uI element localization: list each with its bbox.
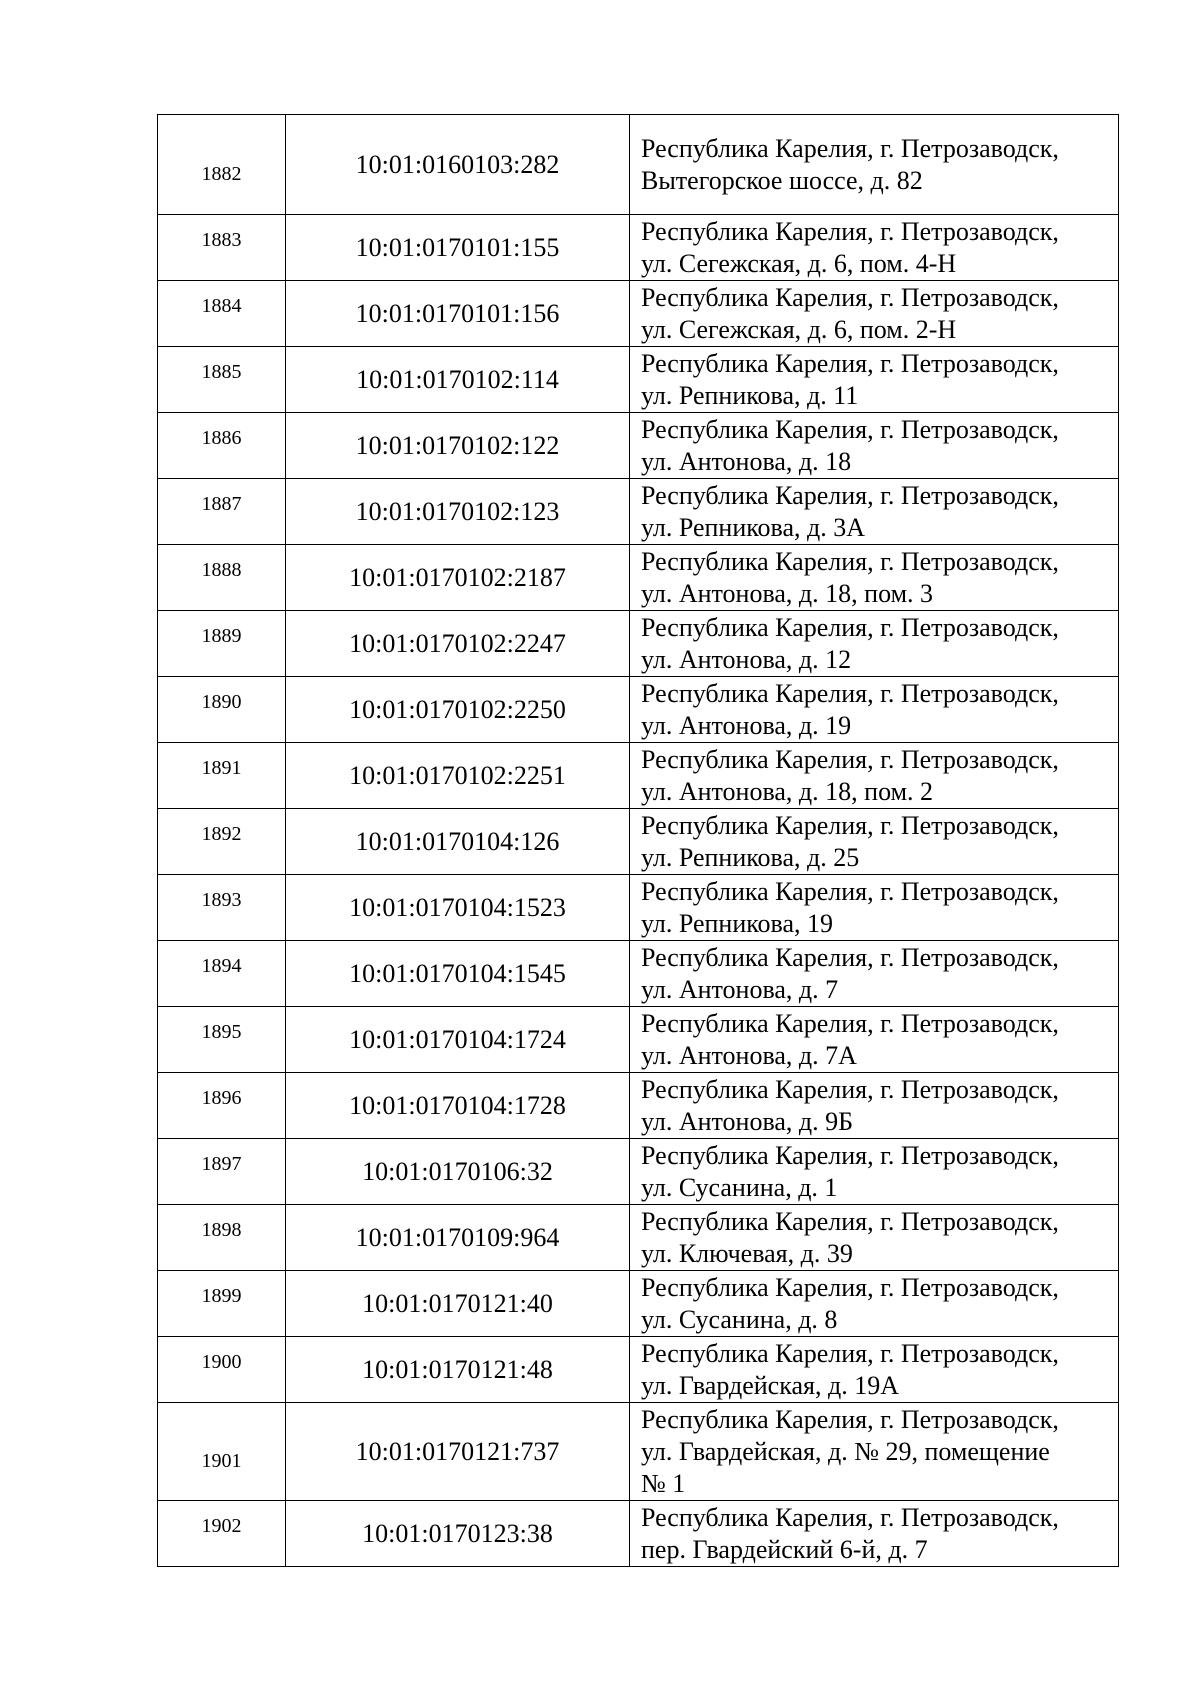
address: Республика Карелия, г. Петрозаводск, ул. Антонова, д. 7 [630, 941, 1119, 1007]
row-number: 1883 [201, 228, 242, 251]
row-number-cell [158, 743, 286, 809]
table-row [158, 545, 1119, 611]
row-number: 1897 [201, 1152, 242, 1175]
table-row [158, 1007, 1119, 1073]
cadastral-number: 10:01:0170104:1724 [286, 1007, 630, 1073]
row-number: 1884 [201, 294, 242, 317]
row-number-cell [158, 413, 286, 479]
row-number-cell [158, 1007, 286, 1073]
cadastral-number: 10:01:0170121:40 [286, 1271, 630, 1337]
row-number: 1898 [201, 1218, 242, 1241]
address: Республика Карелия, г. Петрозаводск, ул. Репникова, д. 11 [630, 347, 1119, 413]
address: Республика Карелия, г. Петрозаводск, ул. Гвардейская, д. 19А [630, 1337, 1119, 1403]
address: Республика Карелия, г. Петрозаводск, ул. Антонова, д. 12 [630, 611, 1119, 677]
row-number: 1894 [201, 954, 242, 977]
table-row [158, 941, 1119, 1007]
address: Республика Карелия, г. Петрозаводск, ул. Сусанина, д. 8 [630, 1271, 1119, 1337]
table-row [158, 875, 1119, 941]
row-number: 1888 [201, 558, 242, 581]
row-number-cell [158, 677, 286, 743]
table-row [158, 413, 1119, 479]
row-number-cell [158, 545, 286, 611]
row-number-cell [158, 115, 286, 215]
cadastral-number: 10:01:0170123:38 [286, 1501, 630, 1567]
row-number: 1902 [201, 1514, 242, 1537]
address: Республика Карелия, г. Петрозаводск, ул. Антонова, д. 18 [630, 413, 1119, 479]
table-row [158, 809, 1119, 875]
row-number: 1882 [201, 162, 242, 185]
row-number: 1889 [201, 624, 242, 647]
property-table [157, 114, 1119, 1567]
table-row [158, 1271, 1119, 1337]
cadastral-number: 10:01:0170102:2187 [286, 545, 630, 611]
table-row [158, 347, 1119, 413]
row-number: 1890 [201, 690, 242, 713]
cadastral-number: 10:01:0170121:737 [286, 1403, 630, 1501]
cadastral-number: 10:01:0170102:2247 [286, 611, 630, 677]
row-number: 1896 [201, 1086, 242, 1109]
address: Республика Карелия, г. Петрозаводск, ул. Антонова, д. 19 [630, 677, 1119, 743]
cadastral-number: 10:01:0170102:2250 [286, 677, 630, 743]
row-number: 1901 [201, 1449, 242, 1472]
table-row [158, 479, 1119, 545]
cadastral-number: 10:01:0170121:48 [286, 1337, 630, 1403]
cadastral-number: 10:01:0170102:2251 [286, 743, 630, 809]
cadastral-number: 10:01:0160103:282 [286, 115, 630, 215]
row-number-cell [158, 809, 286, 875]
table-row [158, 1139, 1119, 1205]
row-number: 1891 [201, 756, 242, 779]
cadastral-number: 10:01:0170102:122 [286, 413, 630, 479]
address: Республика Карелия, г. Петрозаводск, ул. Сегежская, д. 6, пом. 2-Н [630, 281, 1119, 347]
table-row [158, 1337, 1119, 1403]
table-row [158, 1501, 1119, 1567]
row-number-cell [158, 1271, 286, 1337]
table-row [158, 743, 1119, 809]
row-number-cell [158, 1139, 286, 1205]
cadastral-number: 10:01:0170104:126 [286, 809, 630, 875]
table-row [158, 611, 1119, 677]
row-number-cell [158, 1073, 286, 1139]
row-number: 1892 [201, 822, 242, 845]
address: Республика Карелия, г. Петрозаводск, ул. Репникова, 19 [630, 875, 1119, 941]
address: Республика Карелия, г. Петрозаводск, ул. Сусанина, д. 1 [630, 1139, 1119, 1205]
row-number-cell [158, 941, 286, 1007]
table-row [158, 1205, 1119, 1271]
row-number: 1887 [201, 492, 242, 515]
property-table-body [158, 115, 1119, 1567]
cadastral-number: 10:01:0170104:1728 [286, 1073, 630, 1139]
row-number: 1900 [201, 1350, 242, 1373]
row-number: 1895 [201, 1020, 242, 1043]
address: Республика Карелия, г. Петрозаводск, ул. Антонова, д. 18, пом. 2 [630, 743, 1119, 809]
address: Республика Карелия, г. Петрозаводск, ул. Репникова, д. 25 [630, 809, 1119, 875]
cadastral-number: 10:01:0170101:155 [286, 215, 630, 281]
row-number-cell [158, 875, 286, 941]
cadastral-number: 10:01:0170102:114 [286, 347, 630, 413]
row-number-cell [158, 1501, 286, 1567]
table-row [158, 115, 1119, 215]
row-number-cell [158, 611, 286, 677]
row-number-cell [158, 347, 286, 413]
cadastral-number: 10:01:0170104:1523 [286, 875, 630, 941]
table-row [158, 215, 1119, 281]
address: Республика Карелия, г. Петрозаводск, ул. Гвардейская, д. № 29, помещение № 1 [630, 1403, 1119, 1501]
cadastral-number: 10:01:0170104:1545 [286, 941, 630, 1007]
row-number: 1886 [201, 426, 242, 449]
row-number-cell [158, 1337, 286, 1403]
address: Республика Карелия, г. Петрозаводск, ул. Антонова, д. 9Б [630, 1073, 1119, 1139]
row-number-cell [158, 479, 286, 545]
table-row [158, 1073, 1119, 1139]
row-number-cell [158, 1205, 286, 1271]
address: Республика Карелия, г. Петрозаводск, пер. Гвардейский 6-й, д. 7 [630, 1501, 1119, 1567]
address: Республика Карелия, г. Петрозаводск, Вытегорское шоссе, д. 82 [630, 115, 1119, 215]
address: Республика Карелия, г. Петрозаводск, ул. Репникова, д. 3А [630, 479, 1119, 545]
cadastral-number: 10:01:0170109:964 [286, 1205, 630, 1271]
row-number-cell [158, 215, 286, 281]
row-number: 1885 [201, 360, 242, 383]
row-number: 1893 [201, 888, 242, 911]
address: Республика Карелия, г. Петрозаводск, ул. Антонова, д. 18, пом. 3 [630, 545, 1119, 611]
address: Республика Карелия, г. Петрозаводск, ул. Сегежская, д. 6, пом. 4-Н [630, 215, 1119, 281]
table-row [158, 1403, 1119, 1501]
row-number: 1899 [201, 1284, 242, 1307]
cadastral-number: 10:01:0170106:32 [286, 1139, 630, 1205]
address: Республика Карелия, г. Петрозаводск, ул. Ключевая, д. 39 [630, 1205, 1119, 1271]
cadastral-number: 10:01:0170101:156 [286, 281, 630, 347]
table-row [158, 677, 1119, 743]
row-number-cell [158, 281, 286, 347]
table-row [158, 281, 1119, 347]
address: Республика Карелия, г. Петрозаводск, ул. Антонова, д. 7А [630, 1007, 1119, 1073]
row-number-cell [158, 1403, 286, 1501]
cadastral-number: 10:01:0170102:123 [286, 479, 630, 545]
